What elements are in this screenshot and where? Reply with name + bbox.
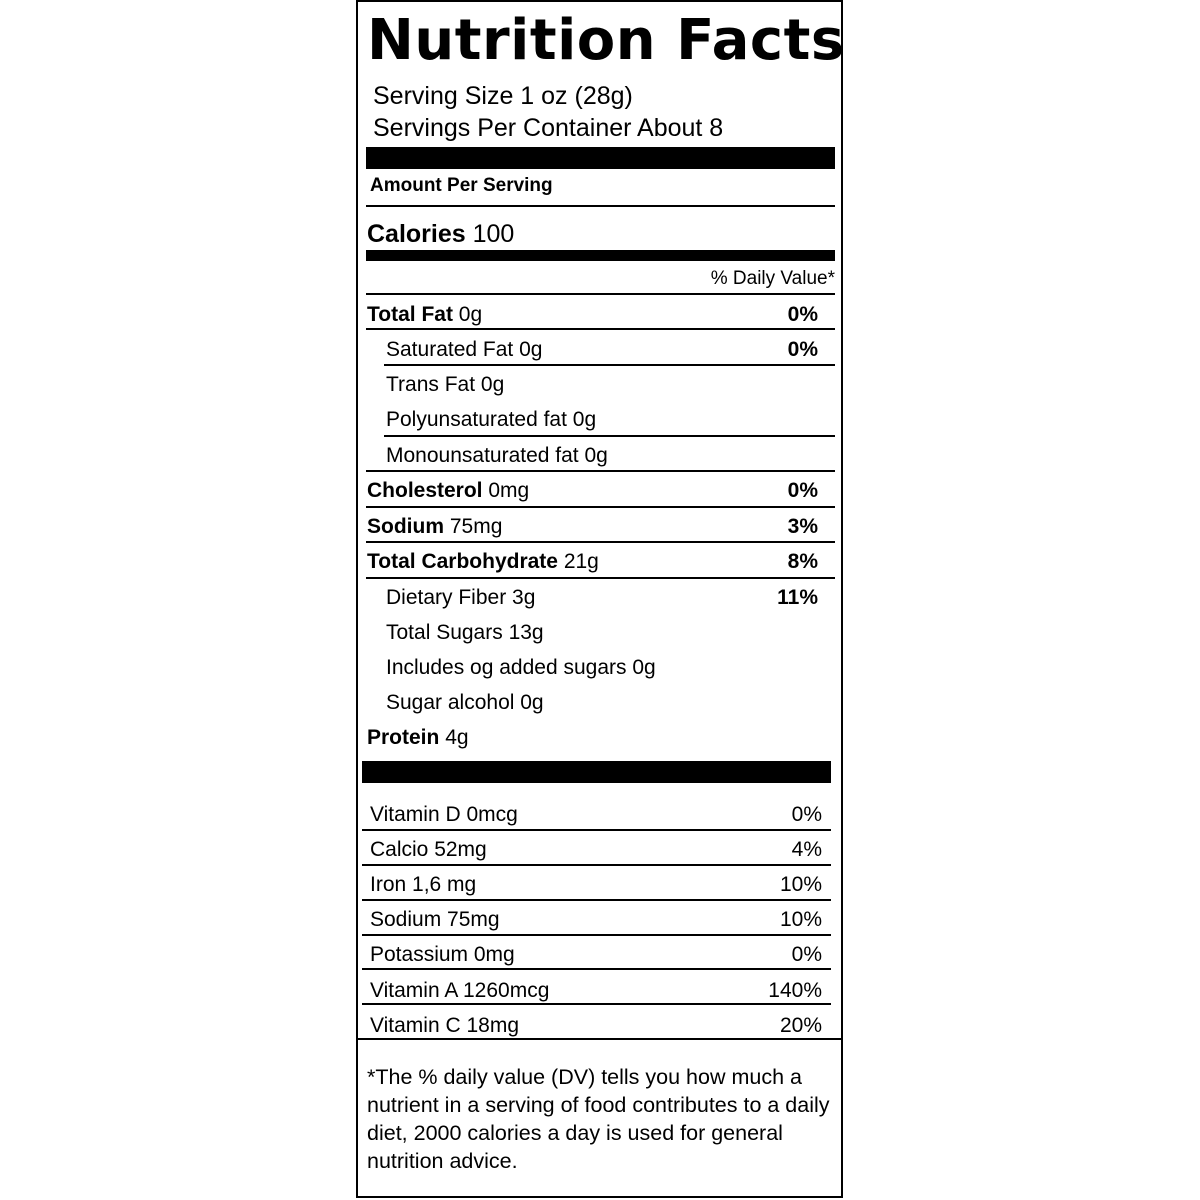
- nutrient-amount: 0mg: [488, 479, 530, 502]
- nutrient-name: Total Carbohydrate: [367, 550, 558, 573]
- nutrient-amount: 21g: [563, 550, 599, 573]
- nutrient-row-total-fat: [367, 302, 482, 328]
- divider: [366, 577, 835, 579]
- nutrient-dv: 0%: [787, 303, 818, 326]
- daily-value-footnote: *The % daily value (DV) tells you how much a nutrient in a serving of food contributes to a daily diet, 2000 calories a day is used for general nutrition advice.: [367, 1065, 830, 1173]
- divider: [358, 1038, 841, 1040]
- vitamin-dv: 20%: [779, 1014, 822, 1037]
- nutrient-dv: 8%: [787, 550, 818, 573]
- vitamin-row-sodium: Sodium 75mg: [370, 908, 500, 931]
- nutrient-amount: 0g: [458, 303, 483, 326]
- thick-divider-vitamins: [362, 761, 831, 783]
- thick-divider-top: [366, 147, 835, 169]
- nutrient-row-monounsaturated-fat: Monounsaturated fat 0g: [386, 444, 608, 467]
- vitamin-row-potassium: Potassium 0mg: [370, 943, 515, 966]
- nutrient-name: Sodium: [367, 515, 444, 538]
- divider: [366, 541, 835, 543]
- nutrient-row-sodium: [367, 514, 502, 540]
- nutrient-row-dietary-fiber: Dietary Fiber 3g: [386, 586, 536, 609]
- divider: [362, 1003, 831, 1005]
- divider: [362, 899, 831, 901]
- nutrient-dv: 0%: [787, 479, 818, 502]
- divider: [366, 328, 835, 330]
- divider: [366, 293, 835, 295]
- nutrient-row-added-sugars: Includes og added sugars 0g: [386, 656, 656, 679]
- vitamin-dv: 10%: [779, 873, 822, 896]
- nutrient-row-total-carbohydrate: [367, 549, 599, 575]
- vitamin-dv: 140%: [768, 979, 822, 1002]
- vitamin-dv: 0%: [791, 803, 822, 826]
- daily-value-header-text: % Daily Value*: [710, 268, 835, 289]
- divider: [362, 864, 831, 866]
- nutrient-row-sugar-alcohol: Sugar alcohol 0g: [386, 691, 544, 714]
- nutrient-name: Protein: [367, 726, 440, 749]
- divider: [366, 205, 835, 207]
- nutrient-row-saturated-fat: Saturated Fat 0g: [386, 338, 543, 361]
- serving-size: Serving Size 1 oz (28g): [373, 82, 633, 110]
- vitamin-row-calcio: Calcio 52mg: [370, 838, 487, 861]
- divider: [366, 470, 835, 472]
- divider: [362, 934, 831, 936]
- nutrient-name: Total Fat: [367, 303, 453, 326]
- divider: [366, 506, 835, 508]
- vitamin-row-vitamin-c: Vitamin C 18mg: [370, 1014, 520, 1037]
- nutrient-dv: 0%: [787, 338, 818, 361]
- divider: [362, 829, 831, 831]
- thick-divider-calories: [366, 250, 835, 261]
- vitamin-row-iron: Iron 1,6 mg: [370, 873, 477, 896]
- nutrient-amount: 4g: [445, 726, 469, 749]
- vitamin-row-vitamin-d: Vitamin D 0mcg: [370, 803, 518, 826]
- nutrient-name: Cholesterol: [367, 479, 483, 502]
- nutrient-row-polyunsaturated-fat: Polyunsaturated fat 0g: [386, 408, 597, 431]
- vitamin-dv: 10%: [779, 908, 822, 931]
- calories-label: Calories: [367, 220, 466, 248]
- nutrient-dv: 11%: [777, 586, 818, 609]
- calories-value: 100: [472, 220, 515, 248]
- nutrient-row-trans-fat: Trans Fat 0g: [386, 373, 505, 396]
- nutrient-amount: 75mg: [449, 515, 503, 538]
- amount-per-serving: Amount Per Serving: [370, 175, 553, 196]
- vitamin-dv: 0%: [791, 943, 822, 966]
- calories-row: [367, 219, 514, 249]
- vitamin-dv: 4%: [791, 838, 822, 861]
- label-title: Nutrition Facts: [367, 8, 845, 73]
- nutrient-row-total-sugars: Total Sugars 13g: [386, 621, 544, 644]
- nutrient-row-protein: [367, 725, 469, 751]
- divider: [384, 435, 835, 437]
- nutrient-dv: 3%: [787, 515, 818, 538]
- divider: [362, 968, 831, 970]
- servings-per-container: Servings Per Container About 8: [373, 114, 724, 142]
- vitamin-row-vitamin-a: Vitamin A 1260mcg: [370, 979, 550, 1002]
- nutrient-row-cholesterol: [367, 478, 529, 504]
- divider: [384, 364, 835, 366]
